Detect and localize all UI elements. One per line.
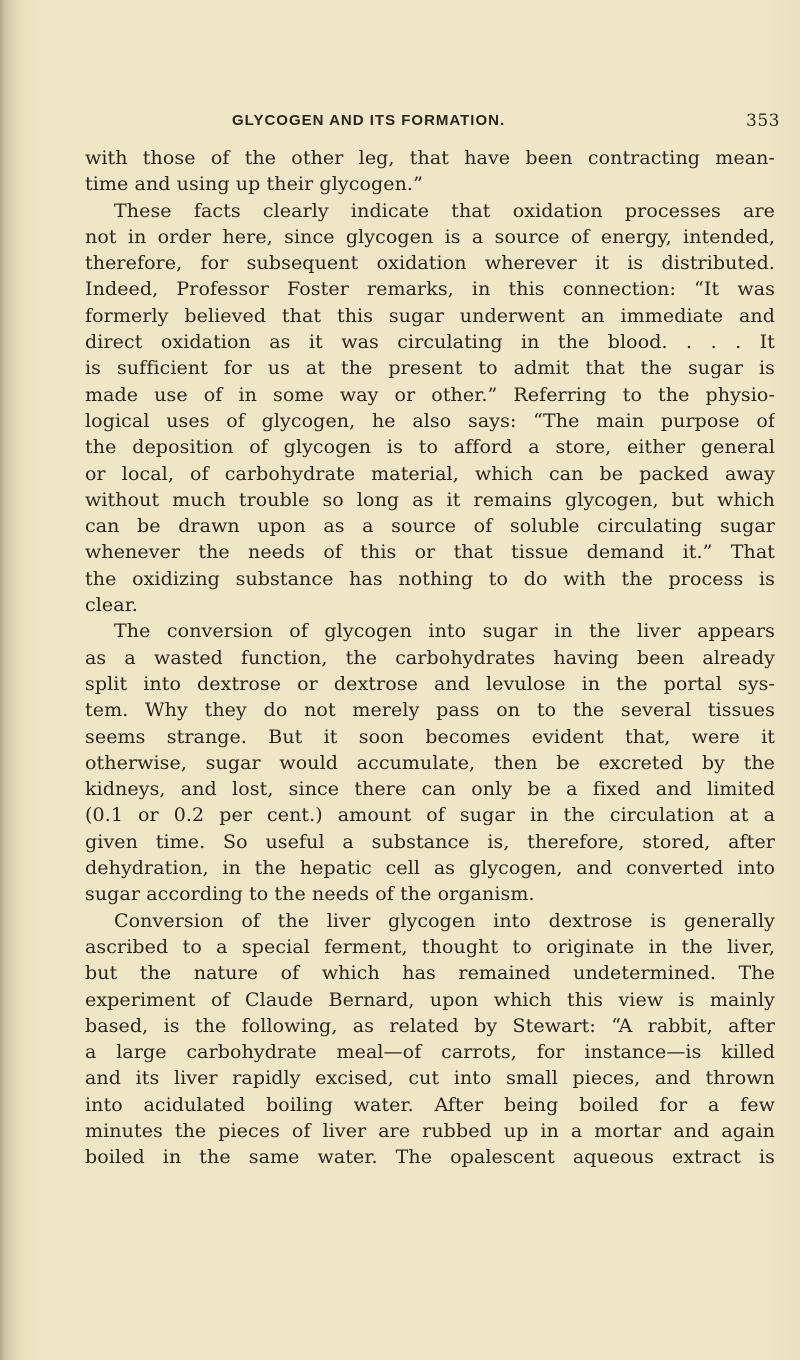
text-line: time and using up their glycogen.” — [85, 173, 423, 196]
text-line: sugar according to the needs of the organism. — [85, 883, 535, 906]
running-head: GLYCOGEN AND ITS FORMATION. — [232, 112, 506, 129]
text-line: (0.1 or 0.2 per cent.) amount of sugar in the circulation at a — [85, 804, 775, 827]
text-line: split into dextrose or dextrose and levulose in the portal sys- — [85, 672, 775, 695]
text-line: therefore, for subsequent oxidation wherever it is distributed. — [85, 252, 775, 275]
text-line: tem. Why they do not merely pass on to the several tissues — [85, 699, 775, 722]
text-line: the deposition of glycogen is to afford a store, either general — [85, 436, 775, 459]
text-line: Conversion of the liver glycogen into dextrose is generally — [114, 909, 775, 932]
text-line: can be drawn upon as a source of soluble circulating sugar — [85, 515, 775, 538]
text-line: whenever the needs of this or that tissue demand it.” That — [85, 541, 775, 564]
text-line: not in order here, since glycogen is a source of energy, intended, — [85, 225, 775, 248]
text-line: logical uses of glycogen, he also says: “The main purpose of — [85, 409, 775, 432]
page-binding-shadow — [0, 0, 24, 1360]
text-line: made use of in some way or other.” Referring to the physio- — [85, 383, 775, 406]
body-text — [85, 145, 775, 1171]
text-line: as a wasted function, the carbohydrates having been already — [85, 646, 775, 669]
text-line: is sufficient for us at the present to admit that the sugar is — [85, 357, 775, 380]
text-line: The conversion of glycogen into sugar in the liver appears — [114, 620, 775, 643]
text-line: clear. — [85, 594, 138, 617]
page-number: 353 — [746, 111, 780, 131]
text-line: or local, of carbohydrate material, which can be packed away — [85, 462, 775, 485]
text-line: given time. So useful a substance is, therefore, stored, after — [85, 830, 775, 853]
text-line: the oxidizing substance has nothing to do with the process is — [85, 567, 775, 590]
text-line: minutes the pieces of liver are rubbed up in a mortar and again — [85, 1119, 775, 1142]
text-line: but the nature of which has remained undetermined. The — [85, 962, 775, 985]
text-line: without much trouble so long as it remains glycogen, but which — [85, 488, 775, 511]
text-line: with those of the other leg, that have been contracting mean- — [85, 147, 775, 169]
text-line: formerly believed that this sugar underwent an immediate and — [85, 304, 775, 327]
text-line: otherwise, sugar would accumulate, then be excreted by the — [85, 751, 775, 774]
text-line: experiment of Claude Bernard, upon which this view is mainly — [85, 988, 775, 1011]
page-header — [232, 112, 780, 138]
text-line: ascribed to a special ferment, thought to originate in the liver, — [85, 935, 775, 958]
text-line: into acidulated boiling water. After being boiled for a few — [85, 1093, 775, 1116]
text-line: direct oxidation as it was circulating in the blood. . . . It — [85, 331, 775, 354]
text-line: boiled in the same water. The opalescent aqueous extract is — [85, 1146, 775, 1169]
text-line: dehydration, in the hepatic cell as glycogen, and converted into — [85, 857, 775, 880]
text-line: seems strange. But it soon becomes evident that, were it — [85, 725, 775, 748]
text-line: Indeed, Professor Foster remarks, in this connection: “It was — [85, 278, 775, 301]
text-line: kidneys, and lost, since there can only be a fixed and limited — [85, 778, 775, 801]
text-line: based, is the following, as related by Stewart: “A rabbit, after — [85, 1014, 775, 1037]
text-line: These facts clearly indicate that oxidation processes are — [114, 199, 775, 222]
text-line: and its liver rapidly excised, cut into small pieces, and thrown — [85, 1067, 775, 1090]
text-line: a large carbohydrate meal—of carrots, for instance—is killed — [85, 1041, 775, 1064]
